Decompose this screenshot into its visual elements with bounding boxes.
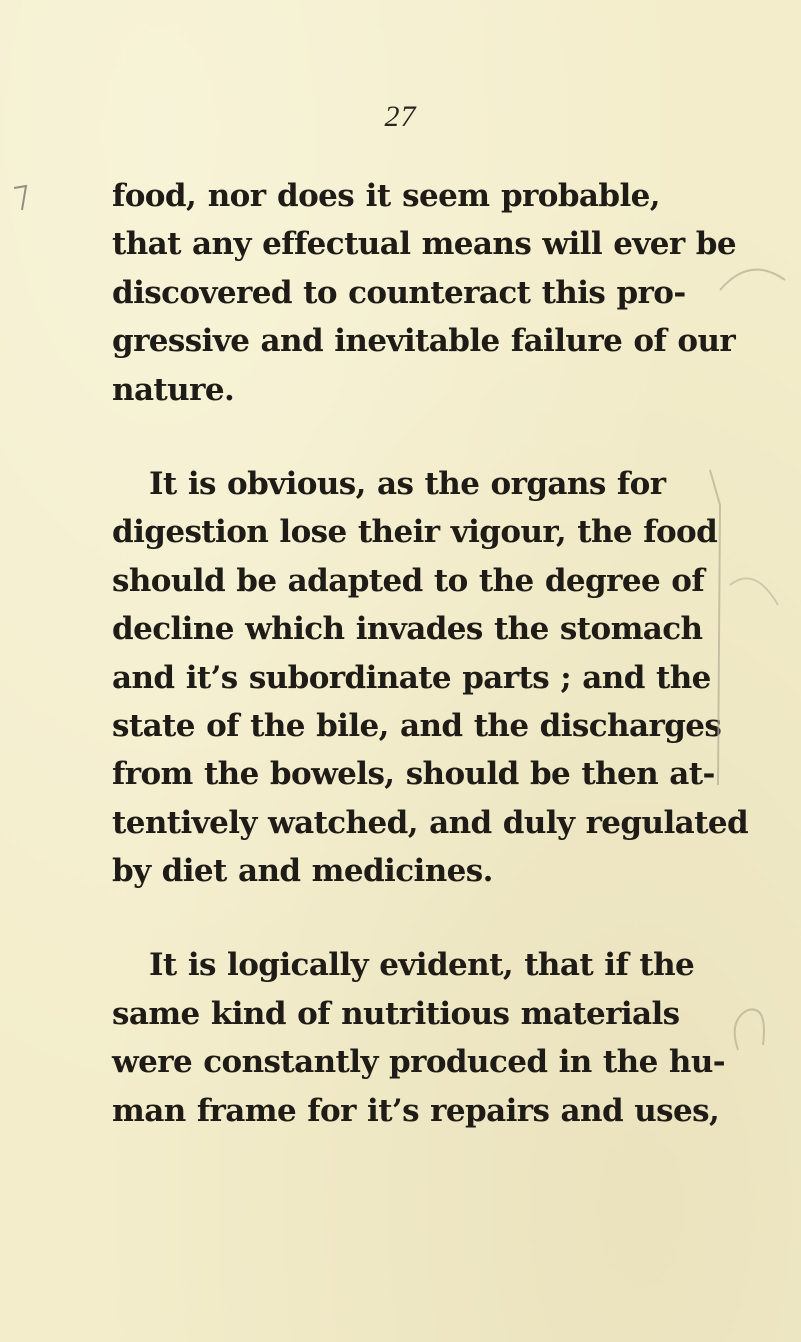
text-line: should be adapted to the degree of (112, 562, 705, 599)
paragraph-3 (112, 941, 726, 1135)
bleed-through-mark (8, 180, 48, 220)
text-line: gressive and inevitable failure of our (112, 323, 736, 360)
bleed-through-mark (710, 250, 790, 310)
text-line: decline which invades the stomach (112, 611, 703, 648)
text-line: food, nor does it seem probable, (112, 178, 660, 214)
text-line: and it’s subordinate parts ; and the (112, 659, 711, 696)
text-line: that any effectual means will ever be (112, 226, 736, 263)
text-line: were constantly produced in the hu- (112, 1044, 726, 1081)
text-line: digestion lose their vigour, the food (112, 514, 718, 551)
text-line: nature. (112, 371, 235, 408)
text-line: discovered to counteract this pro- (112, 274, 686, 311)
bleed-through-mark (718, 990, 798, 1070)
text-line: same kind of nutritious materials (112, 995, 680, 1032)
text-line: It is logically evident, that if the (149, 947, 695, 984)
text-line: man frame for it’s repairs and uses, (112, 1092, 720, 1129)
text-line: It is obvious, as the organs for (149, 465, 666, 502)
text-line: from the bowels, should be then at- (112, 756, 715, 793)
paragraph-gap (112, 414, 660, 460)
text-line: tentively watched, and duly regulated (112, 804, 749, 841)
page-number: 27 (384, 100, 417, 133)
paragraph-1 (112, 172, 736, 414)
paragraph-2 (112, 460, 749, 896)
paragraph-gap (112, 895, 660, 941)
text-line: state of the bile, and the discharges (112, 707, 722, 744)
text-line: by diet and medicines. (112, 853, 493, 890)
body-text (112, 172, 749, 1135)
bleed-through-mark (700, 465, 780, 805)
